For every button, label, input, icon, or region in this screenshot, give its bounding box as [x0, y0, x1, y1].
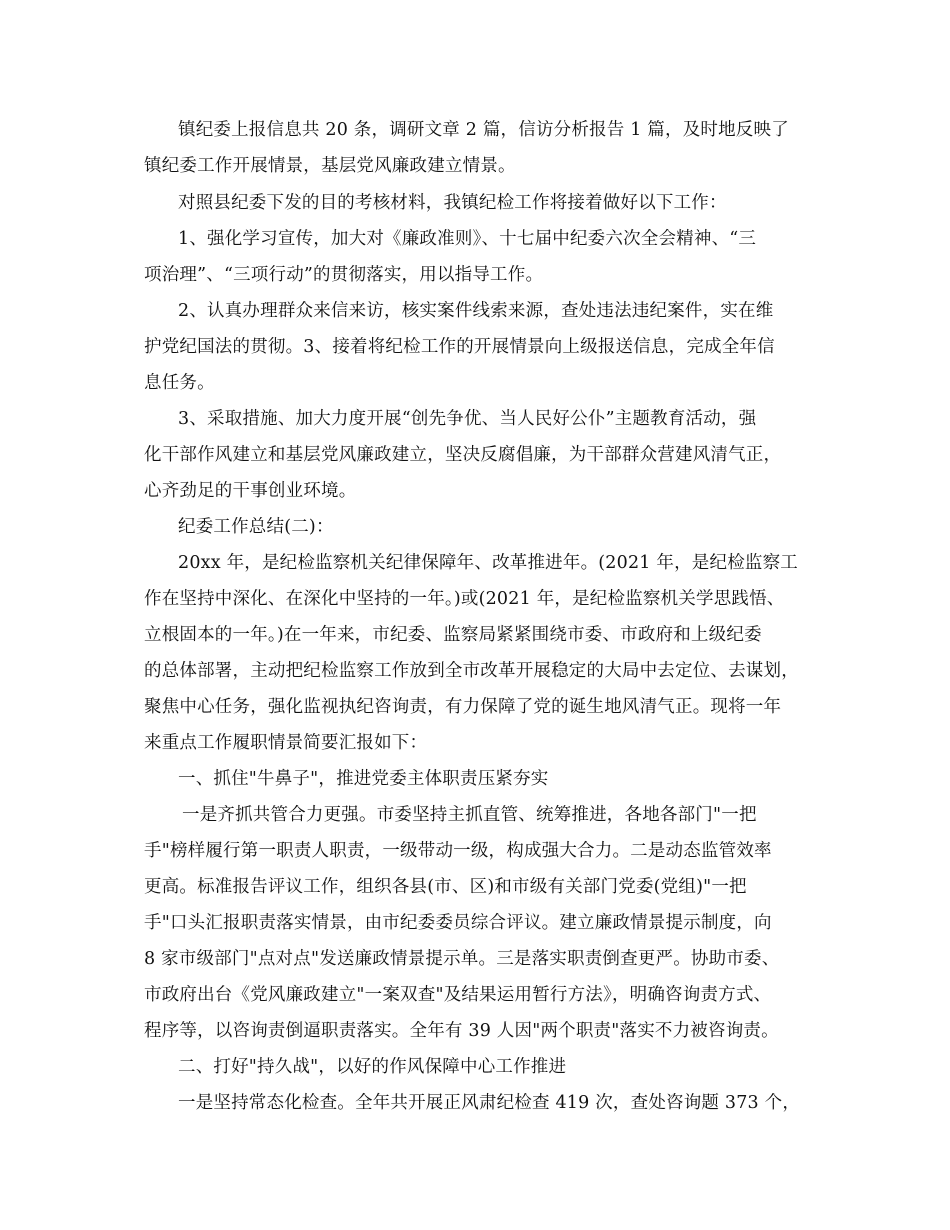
list-item-line: 化干部作风建立和基层党风廉政建立，坚决反腐倡廉，为干部群众营建风清气正，: [144, 445, 782, 465]
body-text-line: 镇纪委上报信息共 20 条，调研文章 2 篇，信访分析报告 1 篇，及时地反映了: [178, 120, 789, 140]
list-item-line: 息任务。: [144, 373, 215, 393]
body-text-line: 市政府出台《党风廉政建立"一案双查"及结果运用暂行方法》，明确咨询责方式、: [144, 985, 772, 1005]
body-text-line: 的总体部署，主动把纪检监察工作放到全市改革开展稳定的大局中去定位、去谋划，: [144, 661, 799, 681]
section-heading: 二、打好"持久战"，以好的作风保障中心工作推进: [178, 1057, 567, 1077]
body-text-line: 20xx 年，是纪检监察机关纪律保障年、改革推进年。(2021 年，是纪检监察工: [178, 553, 798, 573]
body-text-line: 镇纪委工作开展情景，基层党风廉政建立情景。: [144, 156, 516, 176]
body-text-line: 更高。标准报告评议工作，组织各县(市、区)和市级有关部门党委(党组)"一把: [144, 877, 747, 897]
body-text-line: 立根固本的一年。)在一年来，市纪委、监察局紧紧围绕市委、市政府和上级纪委: [144, 625, 762, 645]
body-text-line: 手"榜样履行第一职责人职责，一级带动一级，构成强大合力。二是动态监管效率: [144, 841, 772, 861]
body-text-line: 手"口头汇报职责落实情景，由市纪委委员综合评议。建立廉政情景提示制度，向: [144, 913, 772, 933]
list-item-line: 护党纪国法的贯彻。3、接着将纪检工作的开展情景向上级报送信息，完成全年信: [144, 337, 775, 357]
body-text-line: 作在坚持中深化、在深化中坚持的一年。)或(2021 年，是纪检监察机关学思践悟、: [144, 589, 785, 609]
section-title: 纪委工作总结(二)：: [178, 517, 334, 537]
body-text-line: 程序等，以咨询责倒逼职责落实。全年有 39 人因"两个职责"落实不力被咨询责。: [144, 1021, 779, 1041]
body-text-line: 一是坚持常态化检查。全年共开展正风肃纪检查 419 次，查处咨询题 373 个，: [178, 1093, 801, 1113]
body-text-line: 来重点工作履职情景简要汇报如下：: [144, 733, 428, 753]
list-item-line: 1、强化学习宣传，加大对《廉政准则》、十七届中纪委六次全会精神、“三: [178, 229, 757, 249]
body-text-line: 8 家市级部门"点对点"发送廉政情景提示单。三是落实职责倒查更严。协助市委、: [144, 949, 780, 969]
list-item-line: 2、认真办理群众来信来访，核实案件线索来源，查处违法违纪案件，实在维: [178, 301, 774, 321]
body-text-line: 聚焦中心任务，强化监视执纪咨询责，有力保障了党的诞生地风清气正。现将一年: [144, 697, 782, 717]
section-heading: 一、抓住"牛鼻子"，推进党委主体职责压紧夯实: [178, 769, 549, 789]
list-item-line: 项治理”、“三项行动”的贯彻落实，用以指导工作。: [144, 265, 544, 285]
list-item-line: 3、采取措施、加大力度开展“创先争优、当人民好公仆”主题教育活动，强: [178, 409, 757, 429]
body-text-line: 对照县纪委下发的目的考核材料，我镇纪检工作将接着做好以下工作：: [178, 193, 727, 213]
body-text-line: 一是齐抓共管合力更强。市委坚持主抓直管、统筹推进，各地各部门"一把: [182, 805, 757, 825]
list-item-line: 心齐劲足的干事创业环境。: [144, 481, 357, 501]
